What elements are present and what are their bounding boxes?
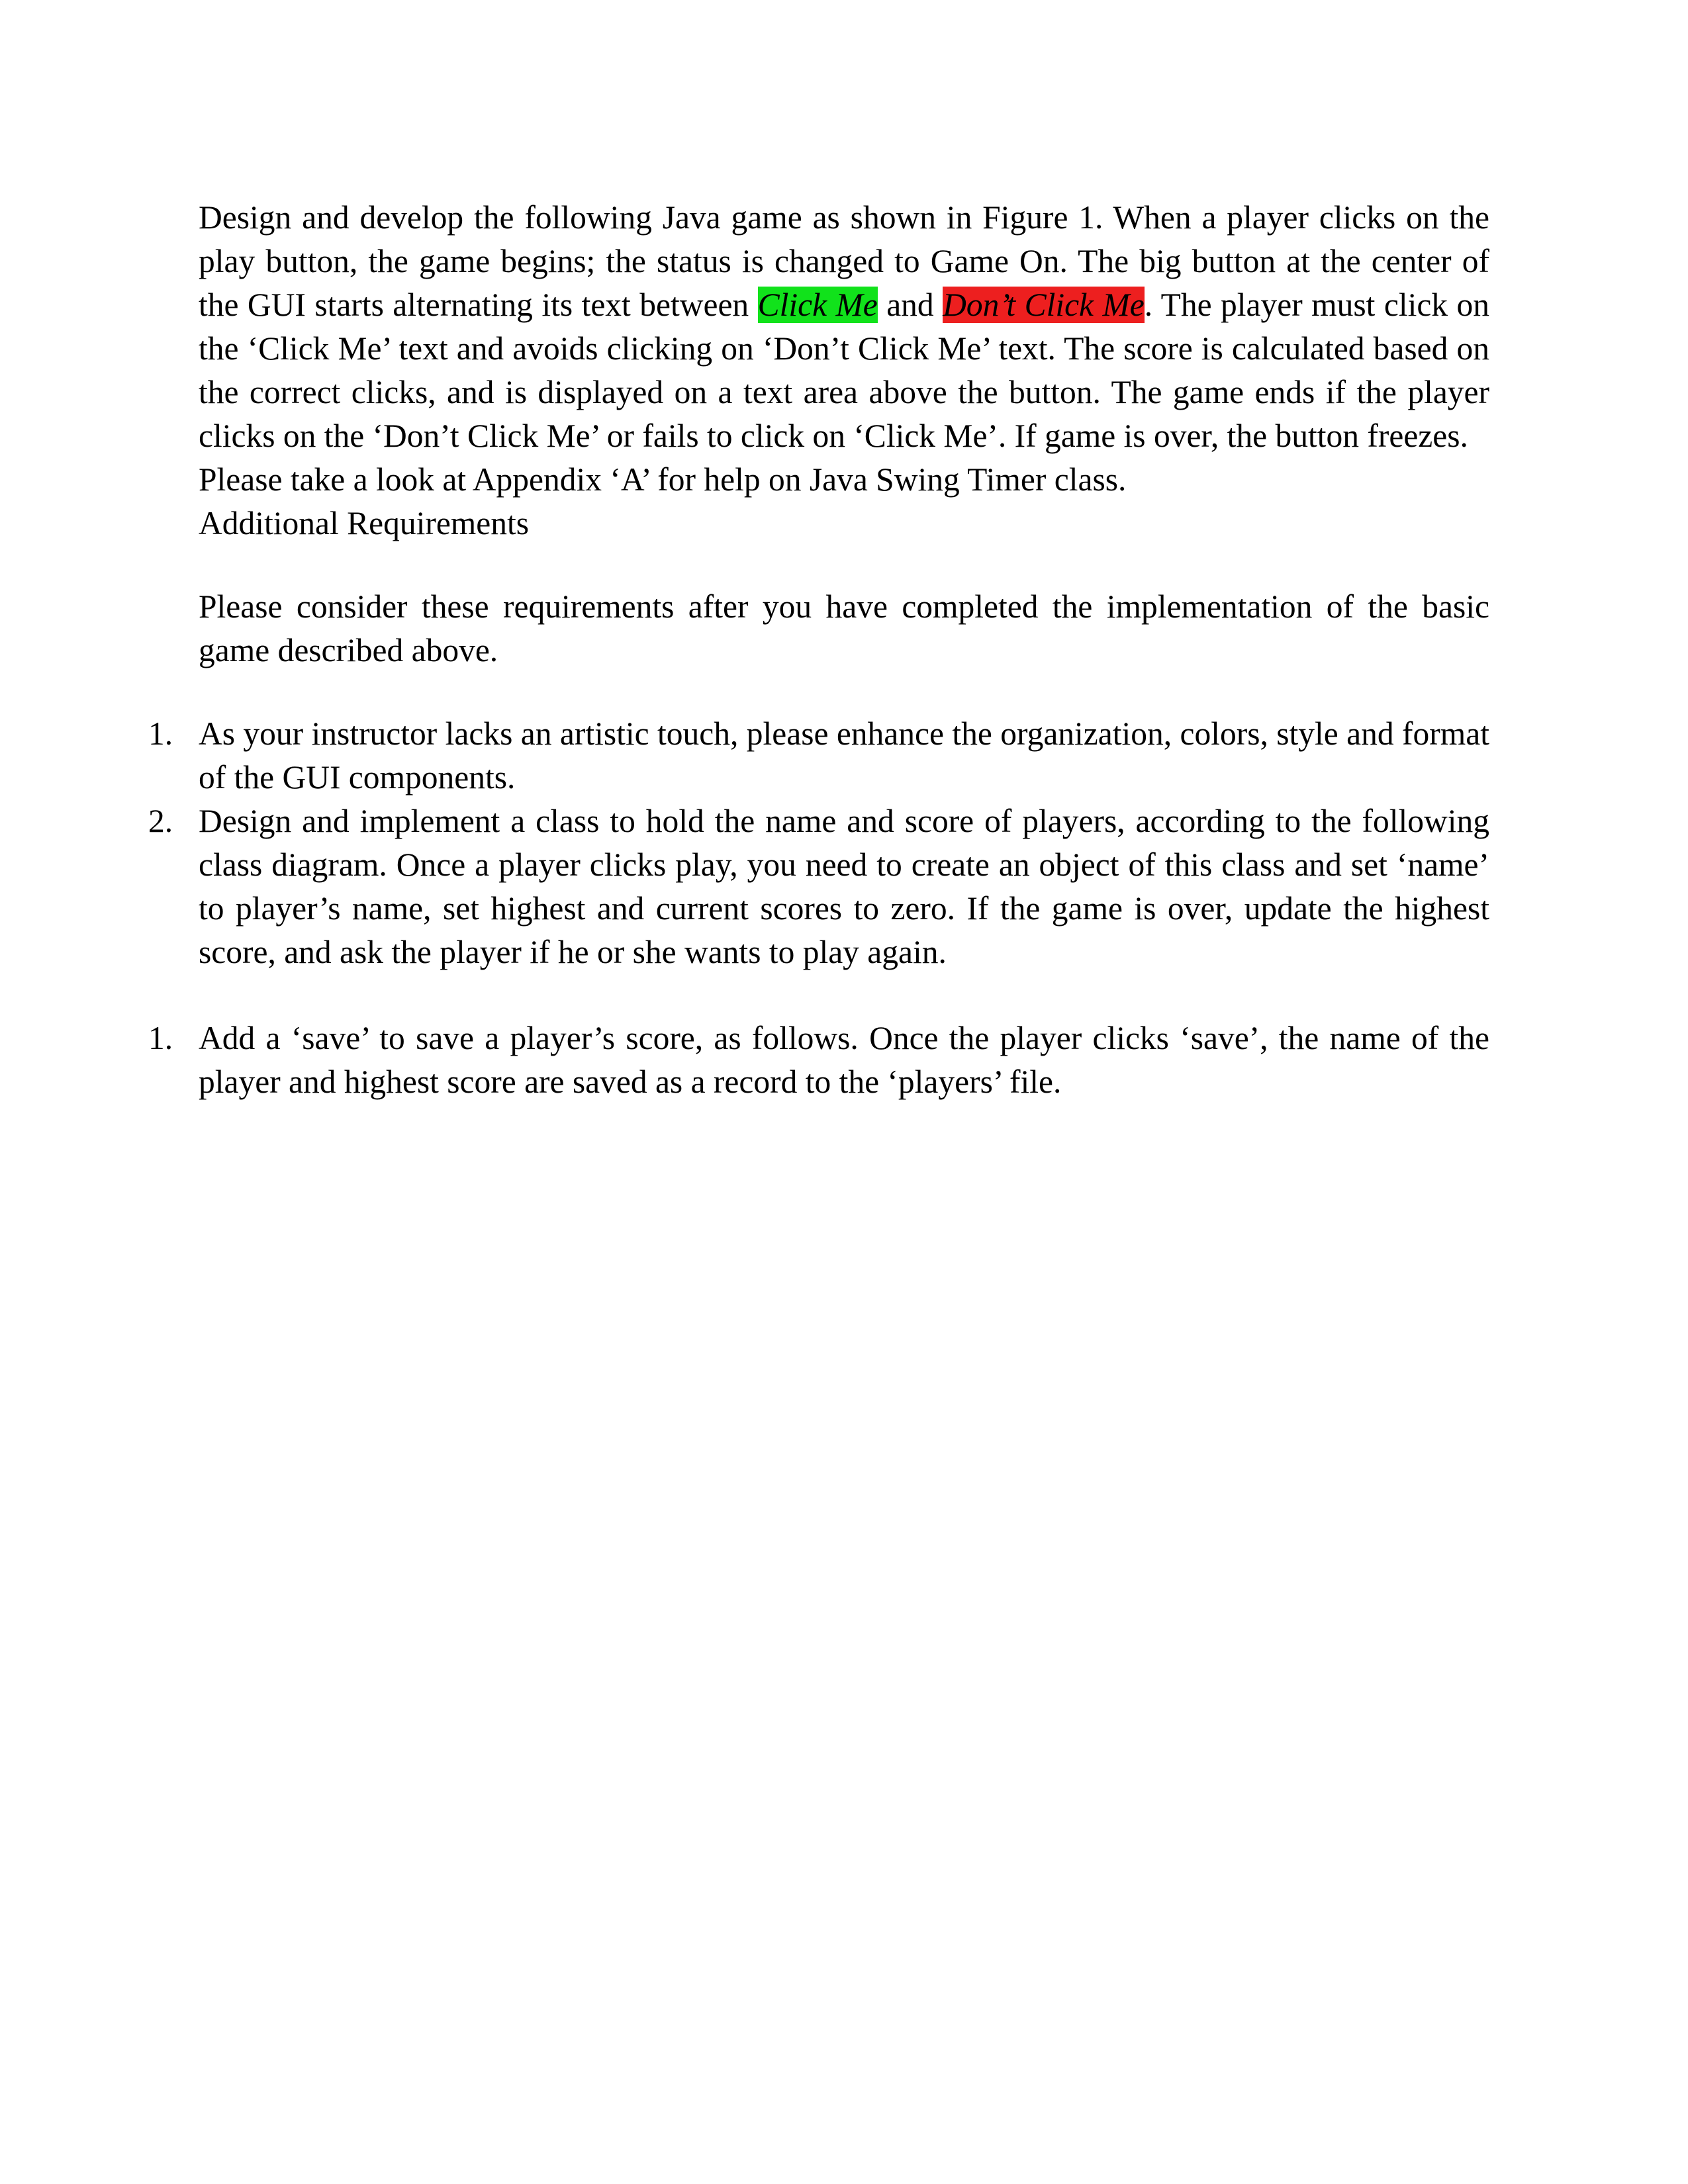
appendix-note: Please take a look at Appendix ‘A’ for help on Java Swing Timer class.	[199, 461, 1127, 498]
document-body	[148, 196, 1489, 1104]
list-item-text: Design and implement a class to hold the name and score of players, according to the following class diagram. Once a player clicks play, you need to create an object of this class and set ‘name’ to player’s name, set highest and current scores to zero. If the game is over, update the highest score, and ask the player if he or she wants to play again.	[199, 803, 1489, 970]
additional-requirements-heading: Additional Requirements	[199, 505, 530, 541]
intro-text-3: . The player must click on the ‘Click Me’ text and avoids clicking on ‘Don’t Click Me’ text. The score is calculated based on the correct clicks, and is displayed on a text area above the button. The game ends if the player clicks on the ‘Don’t Click Me’ or fails to click on ‘Click Me’. If game is over, the button freezes.	[199, 287, 1489, 454]
intro-text-1: Design and develop the following Java game as shown in Figure 1. When a player clicks on the play button, the game begins; the status is changed to Game On. The big button at the center of the GUI starts alternating its text between	[199, 199, 1489, 323]
list-item-number: 1.	[148, 1020, 173, 1056]
list-item-text: Add a ‘save’ to save a player’s score, as follows. Once the player clicks ‘save’, the name of the player and highest score are saved as a record to the ‘players’ file.	[199, 1020, 1489, 1100]
list-item-number: 2.	[148, 803, 173, 839]
dont-click-me-highlight: Don’t Click Me	[943, 287, 1145, 323]
list-item	[148, 799, 1489, 974]
consider-note: Please consider these requirements after you have completed the implementation of the basic game described above.	[199, 588, 1489, 668]
list-item	[148, 1017, 1489, 1104]
list-item	[148, 712, 1489, 799]
click-me-highlight: Click Me	[757, 287, 878, 323]
requirements-list	[148, 712, 1489, 974]
list-item-text: As your instructor lacks an artistic touch, please enhance the organization, colors, style and format of the GUI components.	[199, 715, 1489, 796]
save-requirements-list	[148, 1017, 1489, 1104]
spacer	[199, 672, 1489, 712]
spacer	[199, 545, 1489, 585]
intro-paragraph	[199, 196, 1489, 458]
intro-text-2: and	[877, 287, 943, 323]
spacer	[199, 974, 1489, 1017]
list-item-number: 1.	[148, 715, 173, 752]
